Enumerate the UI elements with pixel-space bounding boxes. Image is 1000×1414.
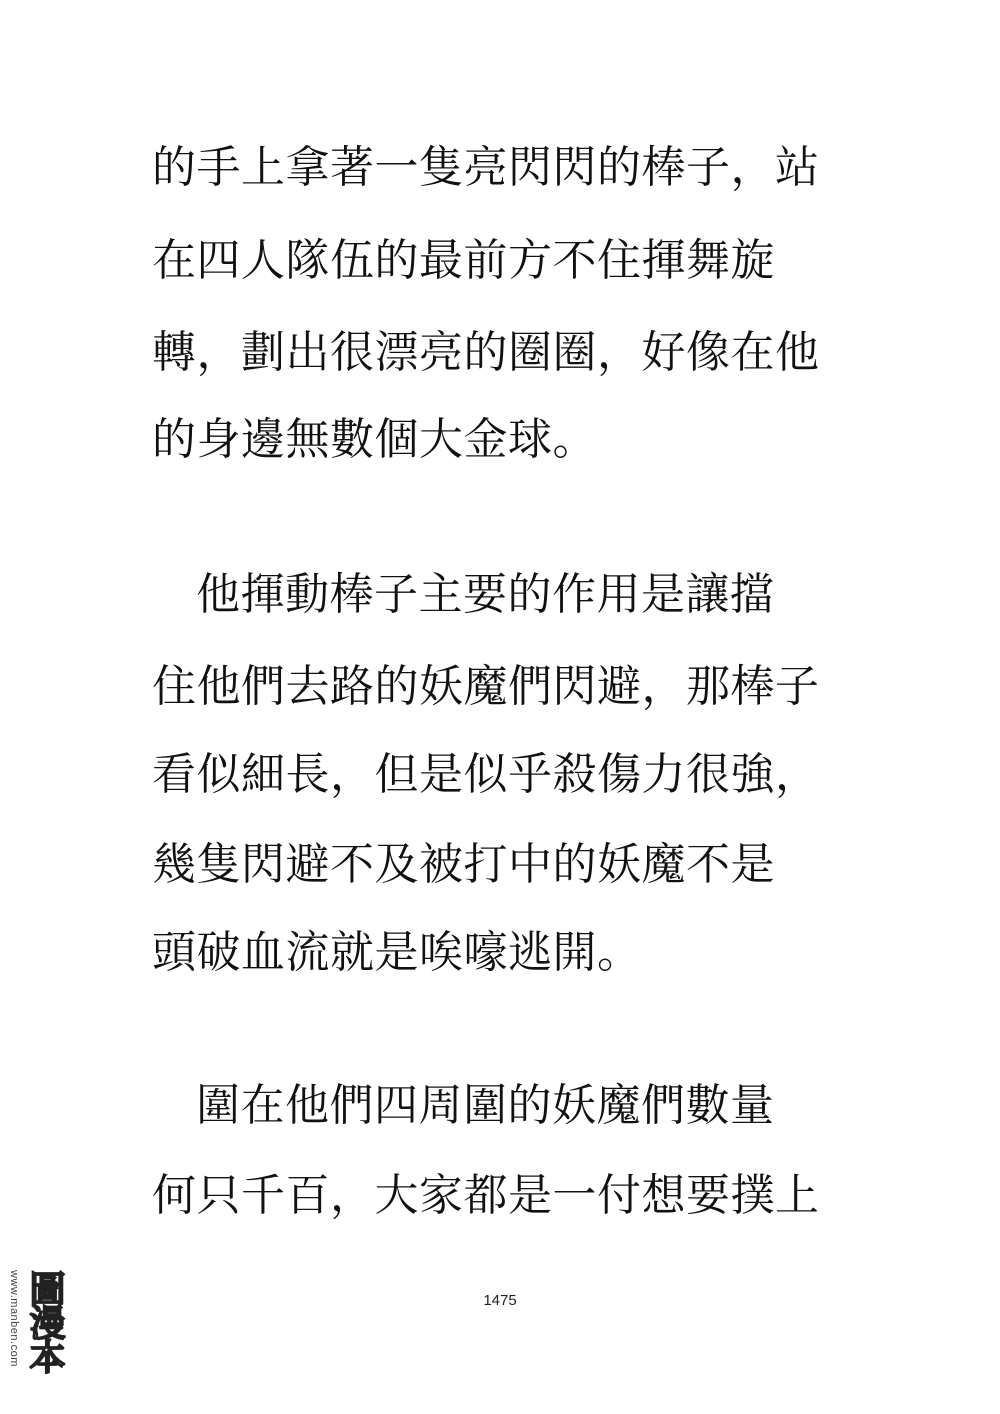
page-number: 1475 bbox=[483, 1292, 517, 1309]
watermark-url: www.manben.com bbox=[8, 1270, 20, 1367]
text-line: 在四人隊伍的最前方不住揮舞旋 bbox=[152, 235, 775, 286]
watermark-logo: 圖漫本 bbox=[24, 1270, 65, 1372]
text-line: 住他們去路的妖魔們閃避，那棒子 bbox=[152, 661, 820, 712]
text-line: 看似細長，但是似乎殺傷力很強， bbox=[152, 749, 820, 800]
text-line: 的身邊無數個大金球。 bbox=[152, 414, 597, 465]
text-line: 何只千百，大家都是一付想要撲上 bbox=[152, 1170, 820, 1221]
text-line: 的手上拿著一隻亮閃閃的棒子，站 bbox=[152, 142, 820, 193]
text-line: 他揮動棒子主要的作用是讓擋 bbox=[196, 569, 775, 620]
text-line: 圍在他們四周圍的妖魔們數量 bbox=[196, 1080, 775, 1131]
text-line: 轉，劃出很漂亮的圈圈，好像在他 bbox=[152, 327, 820, 378]
text-line: 頭破血流就是唉嚎逃開。 bbox=[152, 927, 642, 978]
text-line: 幾隻閃避不及被打中的妖魔不是 bbox=[152, 839, 775, 890]
